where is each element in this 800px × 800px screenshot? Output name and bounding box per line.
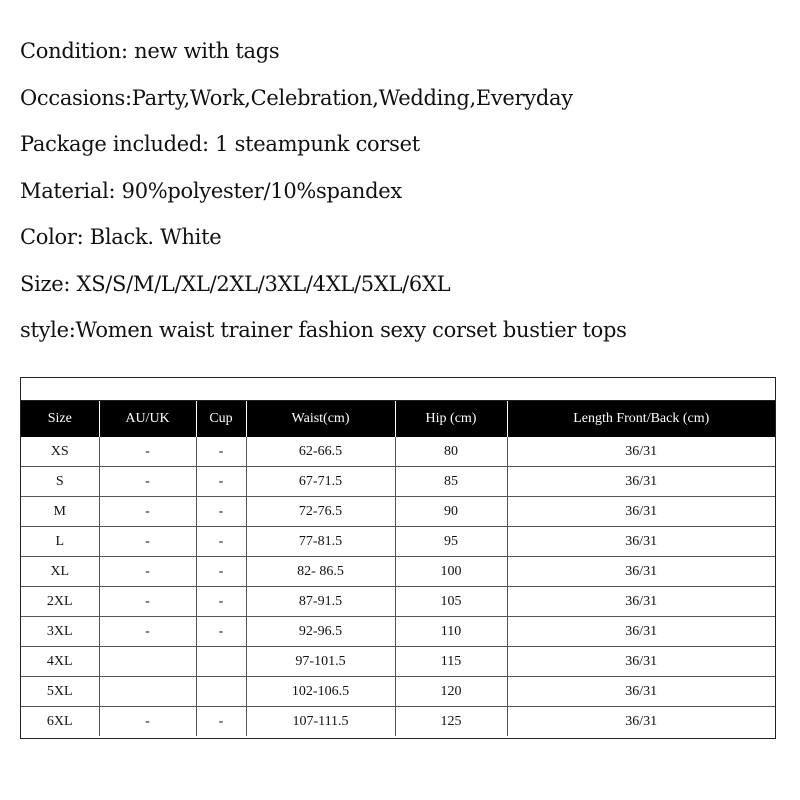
cell-hip: 95 <box>395 527 507 557</box>
cell-size: 6XL <box>21 707 99 737</box>
cell-au-uk: - <box>99 707 196 737</box>
cell-waist: 67-71.5 <box>246 467 395 497</box>
table-row <box>21 557 775 587</box>
product-details <box>20 28 790 354</box>
cell-length: 36/31 <box>507 497 775 527</box>
detail-style: style:Women waist trainer fashion sexy corset bustier tops <box>20 318 627 342</box>
cell-length: 36/31 <box>507 437 775 467</box>
cell-length: 36/31 <box>507 587 775 617</box>
cell-cup: - <box>196 617 246 647</box>
cell-au-uk: - <box>99 557 196 587</box>
detail-occasions: Occasions:Party,Work,Celebration,Wedding,Everyday <box>20 85 573 110</box>
cell-waist: 97-101.5 <box>246 647 395 677</box>
size-chart-top-band <box>21 378 775 401</box>
cell-cup: - <box>196 527 246 557</box>
size-table <box>21 401 775 736</box>
cell-size: 5XL <box>21 677 99 707</box>
cell-waist: 87-91.5 <box>246 587 395 617</box>
cell-au-uk: - <box>99 587 196 617</box>
cell-waist: 92-96.5 <box>246 617 395 647</box>
detail-condition: Condition: new with tags <box>20 39 280 63</box>
cell-cup <box>196 647 246 677</box>
cell-length: 36/31 <box>507 707 775 737</box>
cell-au-uk: - <box>99 527 196 557</box>
detail-package: Package included: 1 steampunk corset <box>20 132 420 156</box>
cell-length: 36/31 <box>507 557 775 587</box>
cell-hip: 125 <box>395 707 507 737</box>
table-row <box>21 467 775 497</box>
cell-hip: 115 <box>395 647 507 677</box>
table-row <box>21 617 775 647</box>
cell-au-uk: - <box>99 617 196 647</box>
column-header-au-uk: AU/UK <box>99 401 196 437</box>
cell-cup: - <box>196 707 246 737</box>
cell-au-uk: - <box>99 437 196 467</box>
table-row <box>21 647 775 677</box>
cell-waist: 102-106.5 <box>246 677 395 707</box>
cell-waist: 107-111.5 <box>246 707 395 737</box>
table-row <box>21 587 775 617</box>
table-row <box>21 677 775 707</box>
cell-cup <box>196 677 246 707</box>
cell-au-uk: - <box>99 497 196 527</box>
cell-cup: - <box>196 437 246 467</box>
cell-size: XL <box>21 557 99 587</box>
cell-cup: - <box>196 497 246 527</box>
size-chart <box>20 377 776 739</box>
cell-length: 36/31 <box>507 617 775 647</box>
column-header-waist: Waist(cm) <box>246 401 395 437</box>
table-row <box>21 527 775 557</box>
cell-hip: 100 <box>395 557 507 587</box>
cell-length: 36/31 <box>507 467 775 497</box>
column-header-hip: Hip (cm) <box>395 401 507 437</box>
cell-hip: 90 <box>395 497 507 527</box>
cell-au-uk: - <box>99 467 196 497</box>
detail-color: Color: Black. White <box>20 225 222 249</box>
cell-hip: 80 <box>395 437 507 467</box>
cell-cup: - <box>196 467 246 497</box>
table-header-row <box>21 401 775 437</box>
cell-size: M <box>21 497 99 527</box>
cell-hip: 120 <box>395 677 507 707</box>
cell-length: 36/31 <box>507 527 775 557</box>
column-header-cup: Cup <box>196 401 246 437</box>
table-row <box>21 707 775 737</box>
cell-waist: 72-76.5 <box>246 497 395 527</box>
cell-length: 36/31 <box>507 677 775 707</box>
cell-au-uk <box>99 677 196 707</box>
cell-size: L <box>21 527 99 557</box>
cell-au-uk <box>99 647 196 677</box>
cell-cup: - <box>196 557 246 587</box>
cell-waist: 82- 86.5 <box>246 557 395 587</box>
detail-material: Material: 90%polyester/10%spandex <box>20 178 402 203</box>
column-header-size: Size <box>21 401 99 437</box>
cell-waist: 77-81.5 <box>246 527 395 557</box>
detail-size: Size: XS/S/M/L/XL/2XL/3XL/4XL/5XL/6XL <box>20 271 451 296</box>
cell-hip: 85 <box>395 467 507 497</box>
cell-hip: 110 <box>395 617 507 647</box>
table-row <box>21 497 775 527</box>
cell-size: 2XL <box>21 587 99 617</box>
cell-length: 36/31 <box>507 647 775 677</box>
table-row <box>21 437 775 467</box>
cell-waist: 62-66.5 <box>246 437 395 467</box>
cell-size: S <box>21 467 99 497</box>
column-header-length: Length Front/Back (cm) <box>507 401 775 437</box>
cell-size: 3XL <box>21 617 99 647</box>
cell-cup: - <box>196 587 246 617</box>
cell-size: XS <box>50 443 69 459</box>
cell-hip: 105 <box>395 587 507 617</box>
cell-size: 4XL <box>21 647 99 677</box>
